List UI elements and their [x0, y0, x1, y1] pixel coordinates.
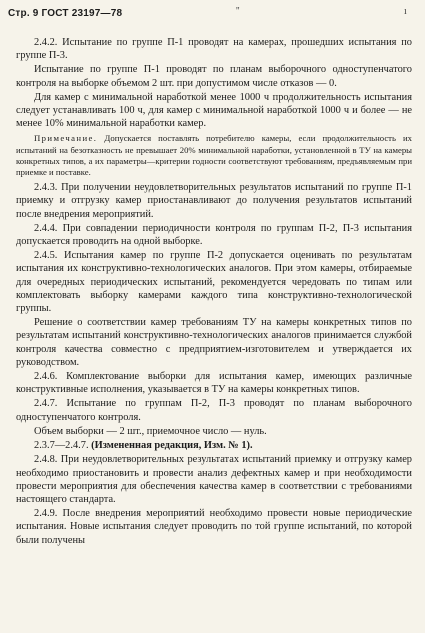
paragraph: 2.4.8. При неудовлетворительных результатах испытаний приемку и отгрузку камер необходимо приостановить и провести анализ дефектных камер и при необходимости провести мероприятия для обеспечения качества камер в соответствии с требованиями настоящего стандарта.: [16, 454, 412, 505]
paragraph: 2.4.2. Испытание по группе П-1 проводят на камерах, прошедших испытания по группе П-3.: [16, 37, 412, 62]
note-text: Допускается поставлять потребителю камеры, если продолжительность их испытаний на безотказность не превышает 20% минимальной наработки, установленной в ТУ на камеры конкретных типов, а их параметры—критерии годности соответствуют требованиям, предъявляемым при приемке и поставке.: [16, 133, 412, 178]
paragraph: 2.4.3. При получении неудовлетворительных результатов испытаний по группе П-1 приемку и отгрузку камер приостанавливают до получения результатов испытаний после внедрения мероприятий.: [16, 182, 412, 220]
note-label: Примечание.: [34, 133, 98, 144]
page-header: Стр. 9 ГОСТ 23197—78: [8, 8, 123, 19]
amendment-ref: 2.3.7—2.4.7.: [34, 440, 89, 452]
paragraph: 2.4.6. Комплектование выборки для испытания камер, имеющих различные конструктивные исполнения, указывается в ТУ на камеры конкретных типов.: [16, 371, 412, 396]
amendment-note: [16, 439, 412, 452]
paragraph: 2.4.4. При совпадении периодичности контроля по группам П-2, П-3 испытания допускается проводить на одной выборке.: [16, 222, 412, 248]
document-body: [16, 36, 412, 548]
paragraph: Для камер с минимальной наработкой менее 1000 ч продолжительность испытания следует устанавливать 100 ч, для камер с минимальной наработкой 1000 ч и более — не менее 10% минимальной наработки камер.: [16, 91, 412, 130]
paragraph: 2.4.5. Испытания камер по группе П-2 допускается оценивать по результатам испытания их конструктивно-технологических аналогов. При этом камеры, отбираемые для очередных периодических испытаний, рекомендуется чередовать по типам или комплектовать выборку камерами каждого типа конструктивно-технологической группы.: [16, 250, 412, 315]
paragraph: Испытание по группе П-1 проводят по планам выборочного одноступенчатого контроля на выборке объемом 2 шт. при допустимом числе отказов — 0.: [16, 64, 412, 89]
top-mark: '': [236, 6, 240, 17]
amendment-text: (Измененная редакция, Изм. № 1).: [91, 440, 253, 452]
paragraph: 2.4.9. После внедрения мероприятий необходимо провести новые периодические испытания. Новые испытания следует проводить по той группе испытаний, по которой были получены: [16, 508, 412, 546]
top-mark: ı: [404, 6, 407, 17]
paragraph: Решение о соответствии камер требованиям ТУ на камеры конкретных типов по результатам испытаний конструктивно-технологических аналогов принимается службой контроля качества совместно с предприятием-изготовителем и утверждается их руководством.: [16, 317, 412, 368]
paragraph: 2.4.7. Испытание по группам П-2, П-3 проводят по планам выборочного одноступенчатого контроля.: [16, 398, 412, 423]
paragraph: Объем выборки — 2 шт., приемочное число — нуль.: [34, 425, 267, 437]
note: [16, 133, 412, 178]
